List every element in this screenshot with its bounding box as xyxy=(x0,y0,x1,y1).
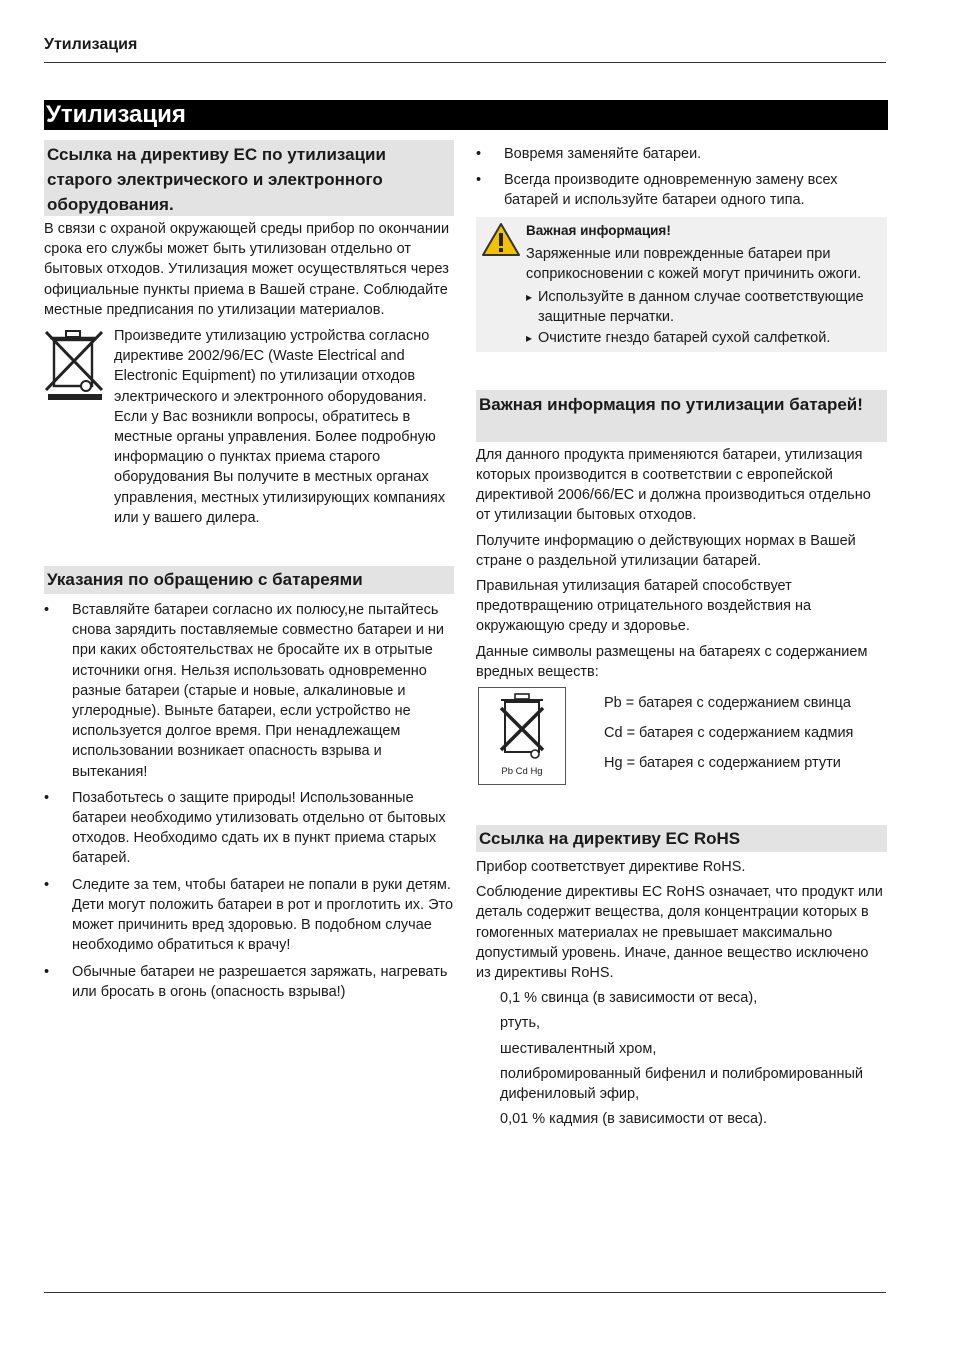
warning-box xyxy=(476,217,887,352)
battery-symbol-label: Pb Cd Hg xyxy=(501,766,543,778)
warning-step: ▸ Очистите гнездо батарей сухой салфеткой. xyxy=(526,328,879,348)
list-item: • Всегда производите одновременную замену всех батарей и используйте батареи одного типа. xyxy=(476,170,887,210)
weee-text-2: Если у Вас возникли вопросы, обратитесь в местные органы управления. Более подробную информацию о пунктах приема старого оборудования Вы получите в местных органах управления, местных утилизирующих компаниях или у вашего дилера. xyxy=(114,408,446,526)
list-item: 0,1 % свинца (в зависимости от веса), xyxy=(500,990,758,1007)
disposal-paragraph: Получите информацию о действующих нормах в Вашей стране о раздельной утилизации батарей. xyxy=(476,532,856,569)
list-item: ртуть, xyxy=(500,1015,541,1032)
disposal-paragraph: Для данного продукта применяются батареи, утилизация которых производится в соответствии с европейской директивой 2006/66/EC и должна производиться отдельно от утилизации бытовых отходов. xyxy=(476,446,871,524)
warning-triangle-icon xyxy=(480,221,526,348)
list-item: • Обычные батареи не разрешается заряжать, нагревать или бросать в огонь (опасность взрыва!) xyxy=(44,962,454,1002)
disposal-heading: Важная информация по утилизации батарей! xyxy=(476,390,887,442)
list-item: • Позаботьтесь о защите природы! Использованные батареи необходимо утилизовать отдельно от бытовых отходов. Необходимо сдать их в пункт приема старых батарей. xyxy=(44,788,454,869)
list-item: • Следите за тем, чтобы батареи не попали в руки детям. Дети могут положить батареи в рот и проглотить их. Это может причинить вред здоровью. В подобном случае необходимо обратиться к врачу! xyxy=(44,875,454,956)
battery-bin-icon xyxy=(478,687,566,785)
page-header: Утилизация xyxy=(44,36,138,53)
weee-bin-icon xyxy=(44,326,114,528)
weee-text xyxy=(114,326,454,528)
list-item: • Вовремя заменяйте батареи. xyxy=(476,144,887,164)
battery-heading: Указания по обращению с батареями xyxy=(44,566,454,594)
legend-item: Pb = батарея с содержанием свинца xyxy=(604,695,851,712)
rohs-paragraph: Соблюдение директивы EC RoHS означает, что продукт или деталь содержит вещества, доля концентрации которых в гомогенных материалах не превышает максимально допустимый уровень. Иначе, данное вещество исключено из директивы RoHS. xyxy=(476,884,883,982)
warning-text: Заряженные или поврежденные батареи при соприкосновении с кожей могут причинить ожоги. xyxy=(526,245,862,283)
rohs-heading: Ссылка на директиву EC RoHS xyxy=(476,825,887,852)
weee-intro: В связи с охраной окружающей среды прибор по окончании срока его службы может быть утилизован отдельно от бытовых отходов. Утилизация может осуществляться через официальные пункты приема в Вашей стране. Соблюдайте местные предписания по утилизации материалов. xyxy=(44,221,450,318)
right-column xyxy=(476,140,887,1135)
page-title: Утилизация xyxy=(44,100,888,130)
battery-tips-list xyxy=(476,144,887,211)
list-item: шестивалентный хром, xyxy=(500,1040,657,1057)
legend-item: Hg = батарея с содержанием ртути xyxy=(604,755,841,772)
rohs-substance-list xyxy=(476,988,887,1129)
left-column xyxy=(44,140,454,1008)
warning-title: Важная информация! xyxy=(526,222,671,238)
weee-block xyxy=(44,326,454,528)
disposal-paragraph: Правильная утилизация батарей способствует предотвращению отрицательного воздействия на окружающую среду и здоровье. xyxy=(476,578,812,635)
disposal-paragraph: Данные символы размещены на батареях с содержанием вредных веществ: xyxy=(476,643,868,680)
list-item: • Вставляйте батареи согласно их полюсу,не пытайтесь снова зарядить поставляемые совместно батареи и ни при каких обстоятельствах не бросайте их в отрытые источники огня. Нельзя использовать одновременно разные батареи (старые и новые, алкалиновые и углеродные). Выньте батареи, если устройство не используется долгое время. При ненадлежащем использовании возникает опасность взрыва и вытекания! xyxy=(44,600,454,782)
rohs-paragraph: Прибор соответствует директиве RoHS. xyxy=(476,859,746,876)
list-item: полибромированный бифенил и полибромированный дифениловый эфир, xyxy=(500,1065,864,1103)
weee-text-1: Произведите утилизацию устройства согласно директиве 2002/96/EC (Waste Electrical and Electronic Equipment) по утилизации отходов электрического и электронного оборудования. xyxy=(114,328,430,405)
warning-step: ▸ Используйте в данном случае соответствующие защитные перчатки. xyxy=(526,287,879,327)
battery-symbol-block xyxy=(476,687,887,785)
battery-list xyxy=(44,600,454,1002)
weee-heading: Ссылка на директиву ЕС по утилизации старого электрического и электронного оборудования. xyxy=(44,140,454,216)
list-item: 0,01 % кадмия (в зависимости от веса). xyxy=(500,1111,767,1128)
legend-item: Cd = батарея с содержанием кадмия xyxy=(604,725,854,742)
header-rule xyxy=(44,62,886,63)
footer-rule xyxy=(44,1292,886,1293)
battery-legend xyxy=(604,687,853,785)
warning-body xyxy=(526,221,879,348)
